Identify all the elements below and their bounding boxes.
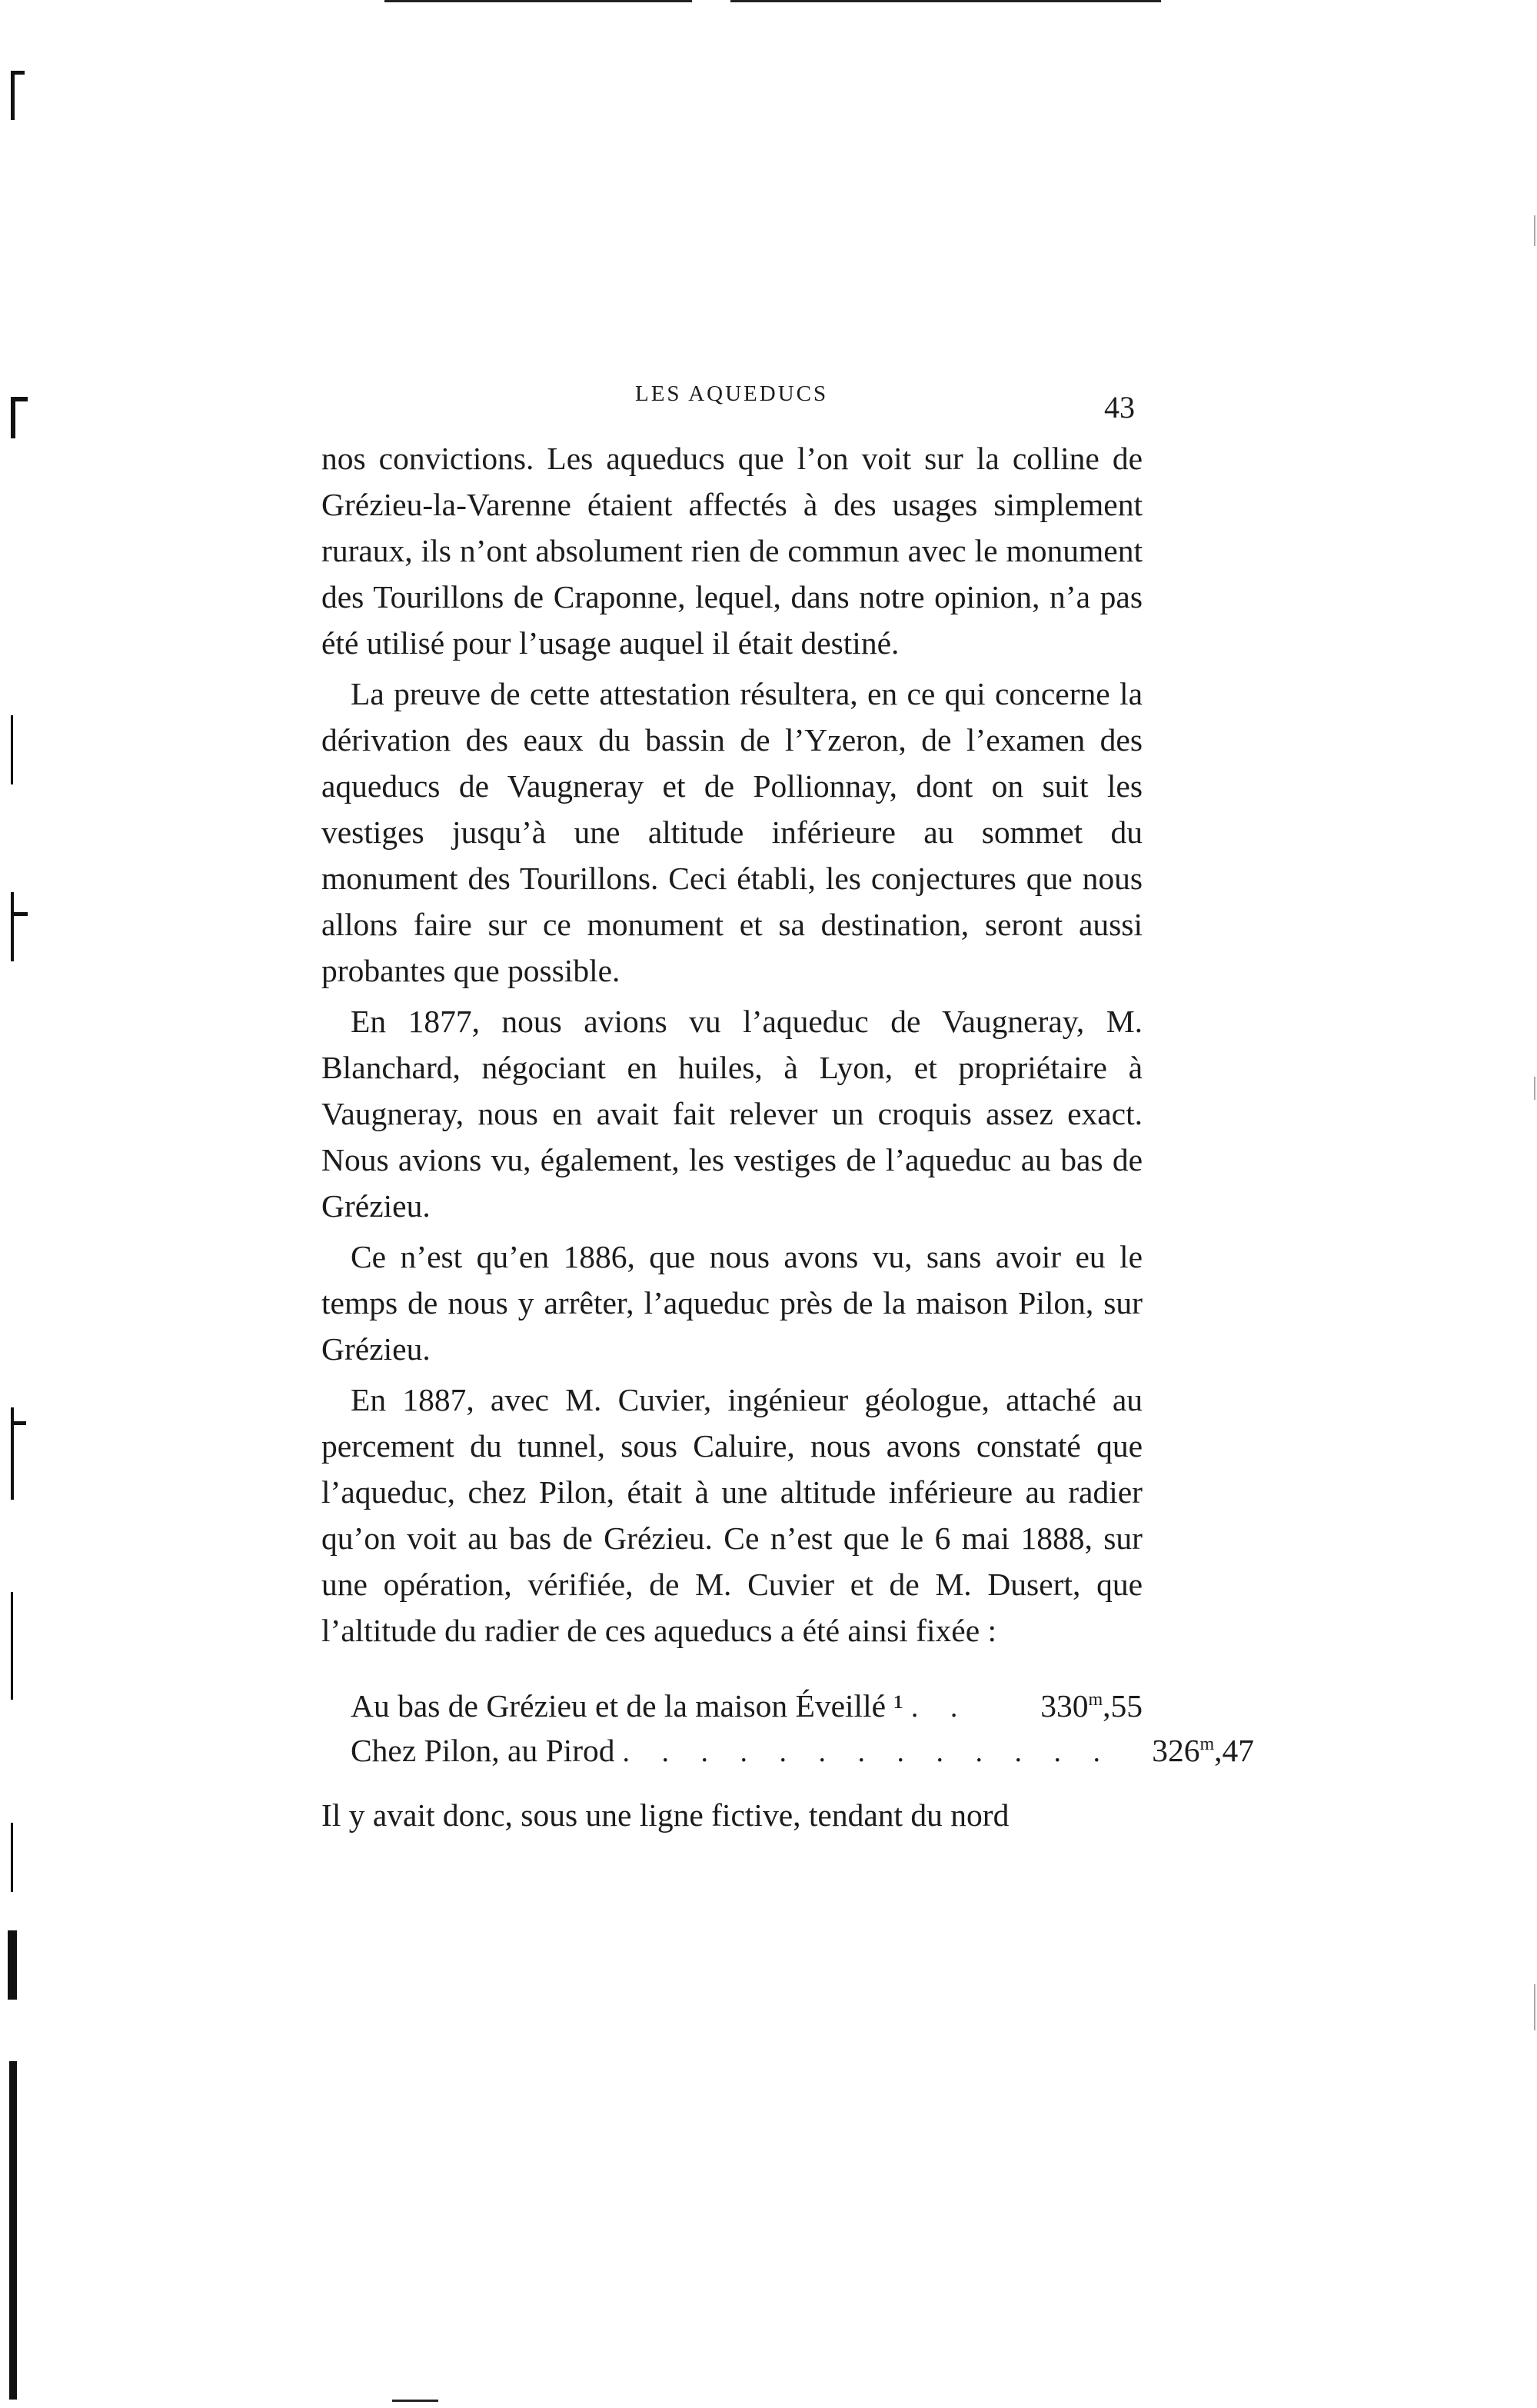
scan-edge-mark — [11, 892, 14, 961]
scan-edge-mark — [11, 1823, 13, 1892]
scan-right-tick — [1534, 215, 1535, 246]
altitude-number: 326 — [1152, 1732, 1200, 1768]
altitude-location: Au bas de Grézieu et de la maison Éveillé ¹ — [351, 1687, 903, 1724]
altitude-table — [351, 1677, 1255, 1768]
page-number: 43 — [1104, 390, 1135, 425]
altitude-unit: m — [1088, 1690, 1103, 1710]
paragraph: En 1877, nous avions vu l’aqueduc de Vaugneray, M. Blanchard, négociant en huiles, à Lyon, et propriétaire à Vaugneray, nous en avait fait relever un croquis assez exact. Nous avions vu, également, les vestiges de l’aqueduc au bas de Grézieu. — [321, 1004, 1143, 1224]
body-text — [321, 435, 1255, 1843]
altitude-location: Chez Pilon, au Pirod — [351, 1732, 615, 1768]
scan-edge-mark — [11, 71, 15, 120]
running-head — [0, 381, 1537, 428]
altitude-row — [351, 1677, 1143, 1724]
scan-edge-mark — [11, 1592, 13, 1700]
closing-line: Il y avait donc, sous une ligne fictive, tendant du nord — [321, 1797, 1010, 1833]
running-title: LES AQUEDUCS — [635, 381, 829, 406]
altitude-number: 330 — [1040, 1687, 1089, 1724]
scan-right-tick — [1534, 1077, 1535, 1100]
scan-right-tick — [1534, 1984, 1535, 2030]
paragraph: Ce n’est qu’en 1886, que nous avons vu, sans avoir eu le temps de nous y arrêter, l’aqueduc près de la maison Pilon, sur Grézieu. — [321, 1239, 1143, 1367]
scan-edge-mark — [11, 912, 28, 916]
scan-edge-mark — [8, 1930, 17, 2000]
scan-edge-mark — [11, 71, 25, 75]
scan-edge-mark — [9, 2061, 17, 2400]
dot-leader: . . — [910, 1690, 970, 1724]
scan-edge-mark — [11, 715, 13, 784]
altitude-decimal: ,55 — [1103, 1687, 1143, 1724]
scan-top-line — [730, 0, 1161, 2]
paragraph: nos convictions. Les aqueducs que l’on voit sur la colline de Grézieu-la-Varenne étaient affectés à des usages simplement ruraux, ils n’ont absolument rien de commun avec le monument des Tourillons de Craponne, lequel, dans notre opinion, n’a pas été utilisé pour l’usage auquel il était destiné. — [321, 441, 1143, 661]
altitude-value — [1123, 1721, 1254, 1774]
scan-edge-mark — [11, 1421, 26, 1425]
altitude-unit: m — [1199, 1734, 1215, 1754]
paragraph: En 1887, avec M. Cuvier, ingénieur géologue, attaché au percement du tunnel, sous Caluire, nous avons constaté que l’aqueduc, chez Pilon, était à une altitude inférieure au radier qu’on voit au bas de Grézieu. Ce n’est que le 6 mai 1888, sur une opération, vérifiée, de M. Cuvier et de M. Dusert, que l’altitude du radier de ces aqueducs a été ainsi fixée : — [321, 1382, 1143, 1648]
scan-top-line — [384, 0, 692, 2]
paragraph: La preuve de cette attestation résultera, en ce qui concerne la dérivation des eaux du bassin de l’Yzeron, de l’examen des aqueducs de Vaugneray et de Pollionnay, dont on suit les vestiges jusqu’à une altitude inférieure au sommet du monument des Tourillons. Ceci établi, les conjectures que nous allons faire sur ce monument et sa destination, seront aussi probantes que possible. — [321, 676, 1143, 988]
dot-leader: . . . . . . . . . . . . . — [622, 1735, 1113, 1768]
scan-bottom-line — [392, 2400, 438, 2402]
altitude-decimal: ,47 — [1214, 1732, 1255, 1768]
